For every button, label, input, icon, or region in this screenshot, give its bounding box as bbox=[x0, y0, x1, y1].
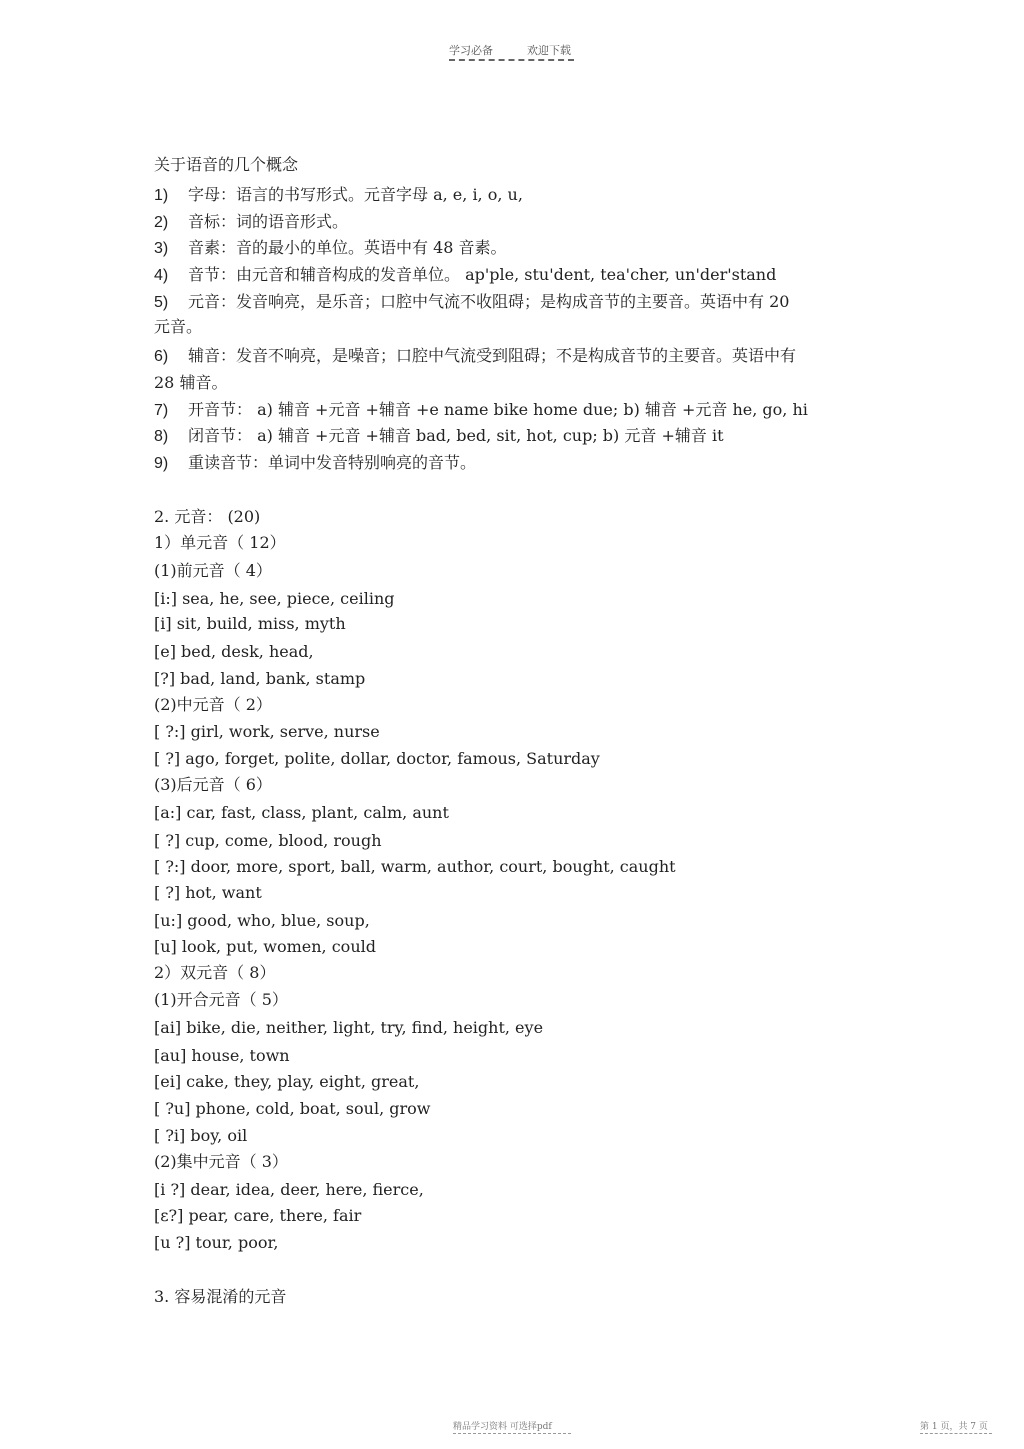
list-number: 8) bbox=[154, 428, 169, 445]
line-text: 3. 容易混淆的元音 bbox=[154, 1287, 287, 1306]
text-line bbox=[154, 1180, 424, 1200]
text-line bbox=[154, 669, 365, 689]
line-text: [i:] sea, he, see, piece, ceiling bbox=[154, 589, 395, 608]
line-text: [i] sit, build, miss, myth bbox=[154, 614, 346, 633]
line-text: (3)后元音（ 6） bbox=[154, 775, 272, 794]
line-text: (1)前元音（ 4） bbox=[154, 561, 272, 580]
text-line bbox=[154, 1206, 361, 1226]
text-line bbox=[154, 507, 260, 527]
line-text: 元音。 bbox=[154, 317, 203, 336]
line-text: 音节：由元音和辅音构成的发音单位。 ap'ple, stu'dent, tea'cher, un'der'stand bbox=[188, 265, 777, 284]
text-line bbox=[154, 400, 808, 421]
line-text: [ ?:] door, more, sport, ball, warm, author, court, bought, caught bbox=[154, 857, 676, 876]
line-text: 音标：词的语音形式。 bbox=[188, 212, 349, 231]
header-right: 欢迎下载 bbox=[527, 44, 571, 57]
line-text: 28 辅音。 bbox=[154, 373, 228, 392]
list-number: 2) bbox=[154, 214, 169, 231]
text-line bbox=[154, 1287, 286, 1307]
text-line bbox=[154, 722, 380, 742]
text-line bbox=[154, 265, 776, 286]
line-text: 元音：发音响亮，是乐音；口腔中气流不收阻碍；是构成音节的主要音。英语中有 20 bbox=[188, 292, 790, 311]
text-line bbox=[154, 453, 476, 474]
footer-page-number: 第 1 页，共 7 页 bbox=[920, 1422, 988, 1432]
list-number: 4) bbox=[154, 267, 169, 284]
text-line bbox=[154, 1126, 247, 1146]
line-text: [e] bed, desk, head, bbox=[154, 642, 314, 661]
text-line bbox=[154, 831, 382, 851]
text-line bbox=[154, 589, 395, 609]
text-line bbox=[154, 1152, 288, 1172]
line-text: [ ?] hot, want bbox=[154, 883, 262, 902]
text-line bbox=[154, 212, 348, 233]
line-text: 1）单元音（ 12） bbox=[154, 533, 286, 552]
text-line bbox=[154, 561, 272, 581]
text-line bbox=[154, 775, 272, 795]
line-text: [ε?] pear, care, there, fair bbox=[154, 1206, 362, 1225]
line-text: [ ?] ago, forget, polite, dollar, doctor, famous, Saturday bbox=[154, 749, 600, 768]
text-line bbox=[154, 292, 789, 313]
line-text: 2）双元音（ 8） bbox=[154, 963, 276, 982]
line-text: [ai] bike, die, neither, light, try, find, height, eye bbox=[154, 1018, 544, 1037]
line-text: [ ?i] boy, oil bbox=[154, 1126, 248, 1145]
footer-right-divider bbox=[920, 1433, 992, 1434]
text-line bbox=[154, 911, 370, 931]
header-left: 学习必备 bbox=[449, 44, 493, 57]
line-text: 闭音节： a) 辅音 +元音 +辅音 bad, bed, sit, hot, cup; b) 元音 +辅音 it bbox=[188, 426, 724, 445]
list-number: 7) bbox=[154, 402, 169, 419]
text-line bbox=[154, 155, 298, 175]
footer-center-divider bbox=[453, 1433, 571, 1434]
text-line bbox=[154, 373, 227, 393]
line-text: [ ?u] phone, cold, boat, soul, grow bbox=[154, 1099, 431, 1118]
text-line bbox=[154, 963, 275, 983]
line-text: [u:] good, who, blue, soup, bbox=[154, 911, 370, 930]
line-text: 关于语音的几个概念 bbox=[154, 155, 299, 174]
line-text: [ei] cake, they, play, eight, great, bbox=[154, 1072, 420, 1091]
text-line bbox=[154, 642, 314, 662]
line-text: 音素：音的最小的单位。英语中有 48 音素。 bbox=[188, 238, 507, 257]
line-text: (1)开合元音（ 5） bbox=[154, 990, 288, 1009]
line-text: [?] bad, land, bank, stamp bbox=[154, 669, 366, 688]
list-number: 1) bbox=[154, 187, 169, 204]
text-line bbox=[154, 1072, 419, 1092]
text-line bbox=[154, 238, 507, 259]
text-line bbox=[154, 883, 262, 903]
text-line bbox=[154, 426, 724, 447]
list-number: 5) bbox=[154, 294, 169, 311]
text-line bbox=[154, 1099, 430, 1119]
text-line bbox=[154, 533, 286, 553]
page-header bbox=[449, 42, 571, 58]
line-text: [au] house, town bbox=[154, 1046, 290, 1065]
text-line bbox=[154, 614, 346, 634]
text-line bbox=[154, 857, 676, 877]
line-text: 重读音节：单词中发音特别响亮的音节。 bbox=[188, 453, 477, 472]
text-line bbox=[154, 1233, 278, 1253]
text-line bbox=[154, 1046, 290, 1066]
list-number: 3) bbox=[154, 240, 169, 257]
line-text: [ ?] cup, come, blood, rough bbox=[154, 831, 382, 850]
line-text: 2. 元音： (20) bbox=[154, 507, 261, 526]
list-number: 6) bbox=[154, 348, 169, 365]
text-line bbox=[154, 1018, 543, 1038]
line-text: [u] look, put, women, could bbox=[154, 937, 376, 956]
line-text: [u ?] tour, poor, bbox=[154, 1233, 279, 1252]
line-text: 字母：语言的书写形式。元音字母 a, e, i, o, u, bbox=[188, 185, 523, 204]
line-text: (2)集中元音（ 3） bbox=[154, 1152, 288, 1171]
list-number: 9) bbox=[154, 455, 169, 472]
line-text: [a:] car, fast, class, plant, calm, aunt bbox=[154, 803, 449, 822]
footer-center: 精品学习资料 可选择pdf bbox=[453, 1422, 552, 1432]
line-text: [ ?:] girl, work, serve, nurse bbox=[154, 722, 380, 741]
line-text: [i ?] dear, idea, deer, here, fierce, bbox=[154, 1180, 424, 1199]
line-text: 辅音：发音不响亮，是噪音；口腔中气流受到阻碍；不是构成音节的主要音。英语中有 bbox=[188, 346, 797, 365]
text-line bbox=[154, 695, 272, 715]
text-line bbox=[154, 749, 600, 769]
text-line bbox=[154, 937, 376, 957]
text-line bbox=[154, 185, 523, 206]
text-line bbox=[154, 803, 449, 823]
line-text: 开音节： a) 辅音 +元音 +辅音 +e name bike home due; b) 辅音 +元音 he, go, hi bbox=[188, 400, 808, 419]
line-text: (2)中元音（ 2） bbox=[154, 695, 272, 714]
text-line bbox=[154, 346, 796, 367]
header-divider bbox=[449, 59, 574, 61]
text-line bbox=[154, 317, 202, 337]
text-line bbox=[154, 990, 288, 1010]
